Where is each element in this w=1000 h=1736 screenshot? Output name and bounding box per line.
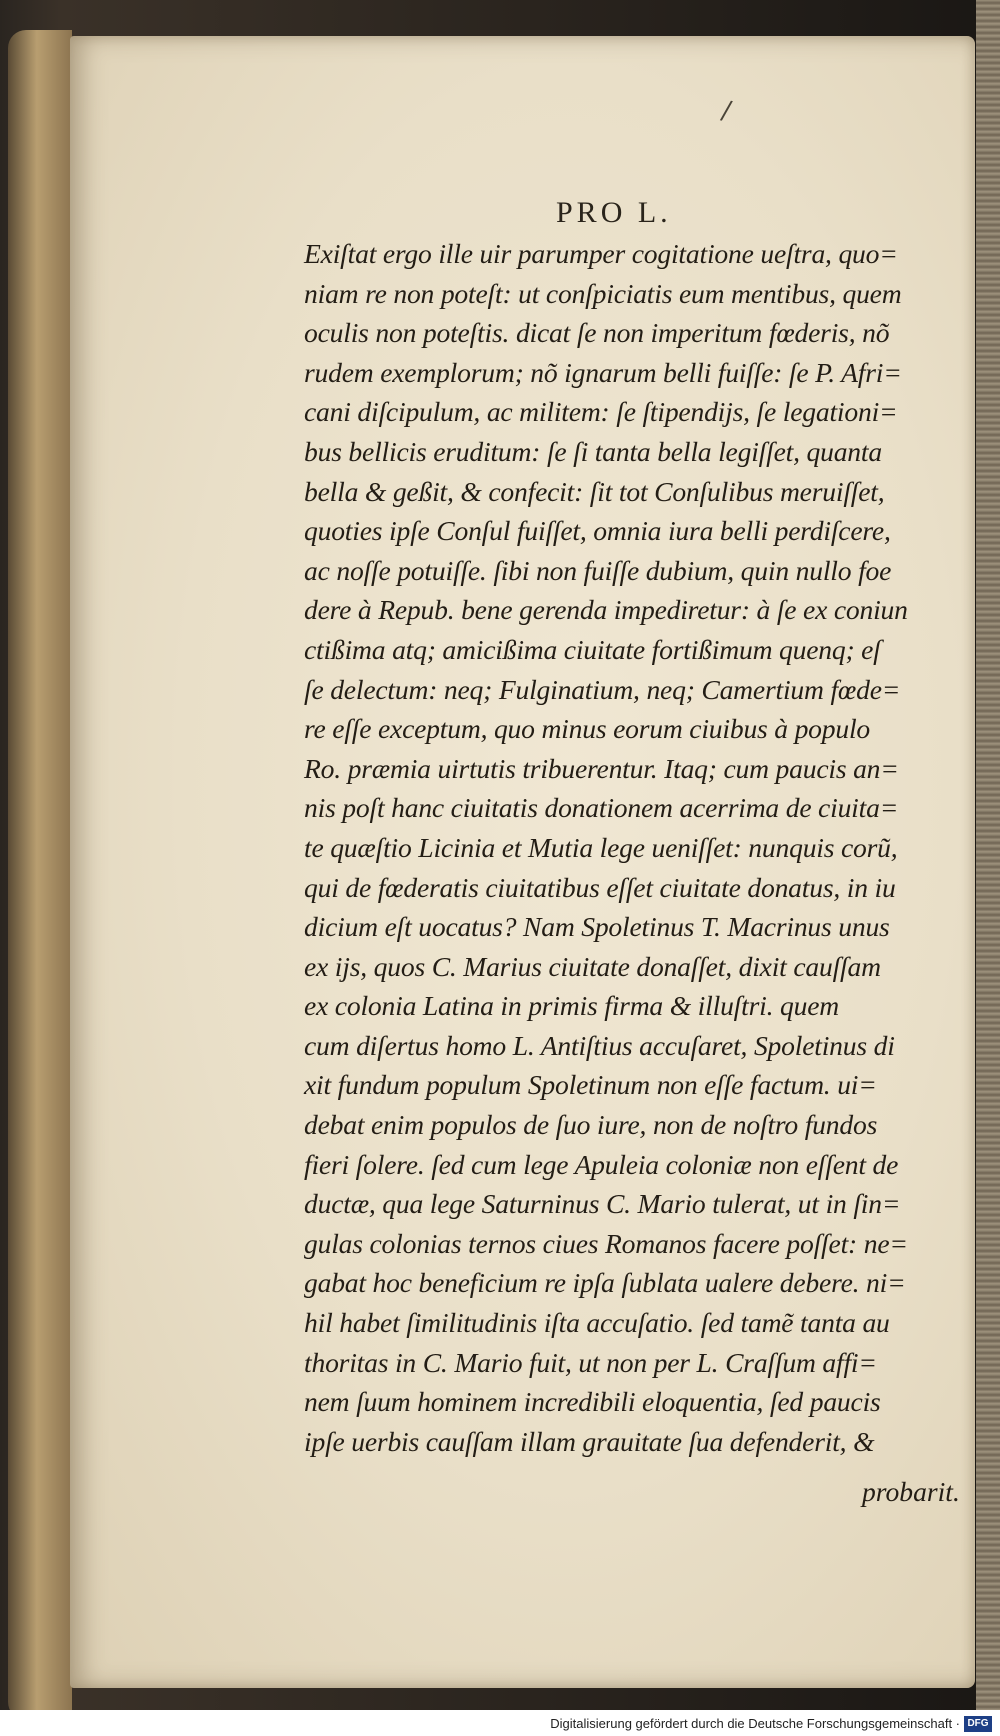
text-line: ex colonia Latina in primis firma & illuſtri. quem [304, 990, 839, 1022]
funding-notice: Digitalisierung gefördert durch die Deutsche Forschungsgemeinschaft · [550, 1716, 960, 1731]
text-line: bella & geßit, & confecit: ſit tot Conſulibus meruiſſet, [304, 475, 885, 507]
text-line: dere à Repub. bene gerenda impediretur: à ſe ex coniun [304, 594, 908, 626]
text-line: bus bellicis eruditum: ſe ſi tanta bella legiſſet, quanta [304, 435, 882, 467]
text-line: Ro. præmia uirtutis tribuerentur. Itaq; cum paucis an= [304, 752, 899, 784]
text-line: dicium eſt uocatus? Nam Spoletinus T. Macrinus unus [304, 911, 890, 943]
text-line: nis poſt hanc ciuitatis donationem acerrima de ciuita= [304, 792, 899, 824]
text-line: ac noſſe potuiſſe. ſibi non fuiſſe dubium, quin nullo foe [304, 554, 892, 586]
dfg-logo-icon: DFG [964, 1716, 992, 1732]
text-line: thoritas in C. Mario fuit, ut non per L. Craſſum affi= [304, 1346, 877, 1378]
text-line: ctißima atq; amicißima ciuitate fortißimum quenq; eſ [304, 633, 881, 665]
text-line: Exiſtat ergo ille uir parumper cogitatione ueſtra, quo= [304, 238, 898, 269]
catchword: probarit. [862, 1476, 960, 1507]
text-line: rudem exemplorum; nõ ignarum belli fuiſſe: ſe P. Afri= [304, 356, 902, 388]
text-line: ductæ, qua lege Saturninus C. Mario tulerat, ut in ſin= [304, 1188, 901, 1220]
text-line: debat enim populos de ſuo iure, non de noſtro fundos [304, 1109, 878, 1141]
text-line: ſe delectum: neq; Fulginatium, neq; Camertium fœde= [304, 673, 901, 705]
text-line: re eſſe exceptum, quo minus eorum ciuibus à populo [304, 713, 871, 745]
text-line: oculis non poteſtis. dicat ſe non imperitum fœderis, nõ [304, 317, 890, 349]
text-line: ipſe uerbis cauſſam illam grauitate ſua defenderit, & [304, 1425, 875, 1457]
text-line: nem ſuum hominem incredibili eloquentia, ſed paucis [304, 1386, 881, 1418]
book-page [70, 36, 975, 1688]
text-line: gulas colonias ternos ciues Romanos facere poſſet: ne= [304, 1227, 908, 1259]
running-head: PRO L. [556, 196, 672, 229]
text-line: cum diſertus homo L. Antiſtius accuſaret, Spoletinus di [304, 1029, 895, 1061]
text-line: ex ijs, quos C. Marius ciuitate donaſſet, dixit cauſſam [304, 950, 881, 982]
body-text [304, 234, 1000, 1461]
footer-bar [0, 1710, 1000, 1736]
text-line: niam re non poteſt: ut conſpiciatis eum mentibus, quem [304, 277, 902, 309]
text-line: qui de fœderatis ciuitatibus eſſet ciuitate donatus, in iu [304, 871, 896, 903]
text-line: fieri ſolere. ſed cum lege Apuleia coloniæ non eſſent de [304, 1148, 899, 1180]
pencil-mark: / [718, 95, 734, 127]
text-line: te quæſtio Licinia et Mutia lege ueniſſet: nunquis corũ, [304, 831, 898, 863]
text-line: xit fundum populum Spoletinum non eſſe factum. ui= [304, 1069, 877, 1101]
text-line: hil habet ſimilitudinis iſta accuſatio. ſed tamẽ tanta au [304, 1307, 890, 1339]
text-line: cani diſcipulum, ac militem: ſe ſtipendijs, ſe legationi= [304, 396, 898, 428]
text-line: gabat hoc beneficium re ipſa ſublata ualere debere. ni= [304, 1267, 906, 1299]
book-binding [8, 30, 72, 1720]
text-line: quoties ipſe Conſul fuiſſet, omnia iura belli perdiſcere, [304, 515, 891, 547]
